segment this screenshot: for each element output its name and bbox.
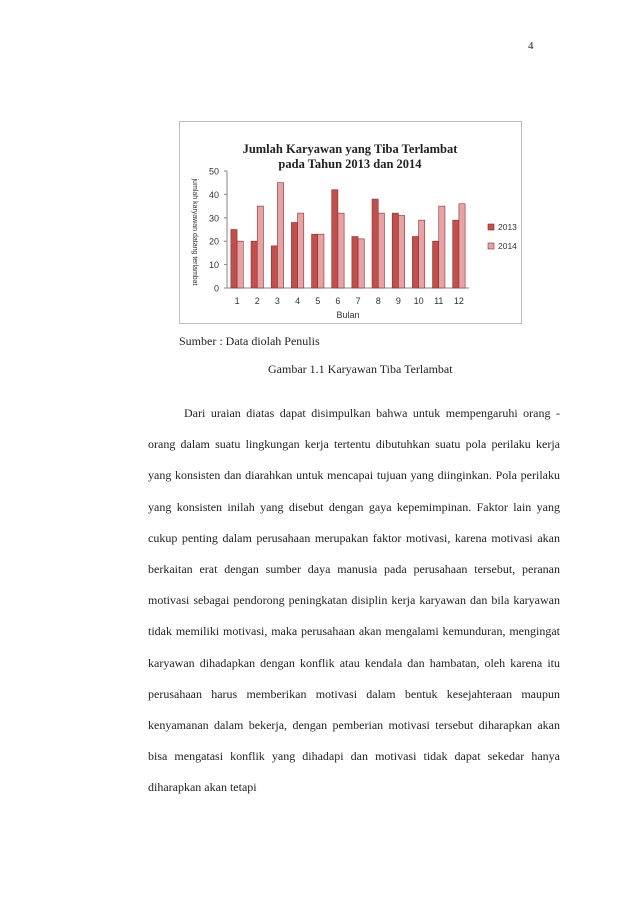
x-tick-label: 10 — [413, 296, 424, 306]
x-tick-label: 6 — [335, 296, 341, 306]
legend-swatch-2013 — [488, 224, 494, 230]
bar-2014-12 — [459, 204, 465, 288]
bar-2013-7 — [352, 237, 358, 288]
y-tick-label: 0 — [213, 283, 219, 294]
bar-2013-11 — [433, 241, 439, 288]
chart-title: Jumlah Karyawan yang Tiba Terlambat — [242, 142, 458, 156]
bar-2014-1 — [237, 241, 243, 288]
x-tick-label: 8 — [375, 296, 381, 306]
x-tick-label: 4 — [295, 296, 301, 306]
y-tick-label: 40 — [208, 189, 219, 200]
bar-2013-12 — [453, 220, 459, 288]
y-tick-label: 10 — [208, 260, 219, 271]
bar-2013-6 — [332, 190, 338, 288]
bar-chart — [179, 121, 522, 324]
y-axis-title: jumlah karyawan datang terlambat — [191, 178, 198, 286]
bar-2014-10 — [419, 220, 425, 288]
bar-2014-11 — [439, 206, 445, 288]
y-tick-label: 50 — [208, 166, 219, 177]
figure-source: Sumber : Data diolah Penulis — [179, 334, 320, 348]
x-tick-label: 1 — [234, 296, 240, 306]
bar-2013-10 — [412, 237, 418, 288]
x-tick-label: 2 — [254, 296, 260, 306]
bar-2013-3 — [271, 246, 277, 288]
x-tick-label: 5 — [315, 296, 321, 306]
bar-2014-2 — [257, 206, 263, 288]
bar-2014-7 — [358, 239, 364, 288]
bar-2013-8 — [372, 199, 378, 288]
chart-canvas — [180, 122, 521, 323]
body-paragraph: Dari uraian diatas dapat disimpulkan bahwa untuk mempengaruhi orang - orang dalam suatu lingkungan kerja tertentu dibutuhkan suatu pola perilaku kerja yang konsisten dan diarahkan untuk mencapai tujuan yang diinginkan. Pola perilaku yang konsisten inilah yang disebut dengan gaya kepemimpinan. Faktor lain yang cukup penting dalam perusahaan merupakan faktor motivasi, karena motivasi akan berkaitan erat dengan sumber daya manusia pada perusahaan tersebut, peranan motivasi sebagai pendorong peningkatan disiplin kerja karyawan dan bila karyawan tidak memiliki motivasi, maka perusahaan akan mengalami kemunduran, mengingat karyawan dihadapkan dengan konflik atau kendala dan hambatan, oleh karena itu perusahaan harus memberikan motivasi dalam bentuk kesejahteraan maupun kenyamanan dalam bekerja, dengan pemberian motivasi tersebut diharapkan akan bisa mengatasi konflik yang dihadapi dan motivasi tidak dapat sekedar hanya diharapkan akan tetapi — [148, 406, 560, 795]
x-tick-label: 9 — [395, 296, 401, 306]
x-axis-title: Bulan — [336, 310, 360, 320]
bar-2013-4 — [291, 222, 297, 288]
bar-2014-4 — [298, 213, 304, 288]
bar-2013-9 — [392, 213, 398, 288]
legend-swatch-2014 — [488, 243, 494, 249]
x-tick-label: 11 — [434, 296, 444, 306]
bar-2014-5 — [318, 234, 324, 288]
bar-2014-9 — [398, 215, 404, 288]
x-tick-label: 7 — [355, 296, 361, 306]
bar-2014-8 — [378, 213, 384, 288]
legend-label-2014: 2014 — [498, 241, 517, 251]
x-tick-label: 3 — [274, 296, 280, 306]
bar-2013-5 — [312, 234, 318, 288]
page-number: 4 — [528, 40, 534, 52]
chart-subtitle: pada Tahun 2013 dan 2014 — [278, 157, 422, 171]
body-text — [148, 398, 560, 804]
bar-2013-1 — [231, 230, 237, 289]
bar-2013-2 — [251, 241, 257, 288]
x-tick-label: 12 — [453, 296, 464, 306]
bar-2014-3 — [277, 183, 283, 288]
figure-caption: Gambar 1.1 Karyawan Tiba Terlambat — [268, 362, 453, 376]
y-tick-label: 20 — [208, 236, 219, 247]
bar-2014-6 — [338, 213, 344, 288]
legend-label-2013: 2013 — [498, 222, 517, 232]
y-tick-label: 30 — [208, 213, 219, 224]
